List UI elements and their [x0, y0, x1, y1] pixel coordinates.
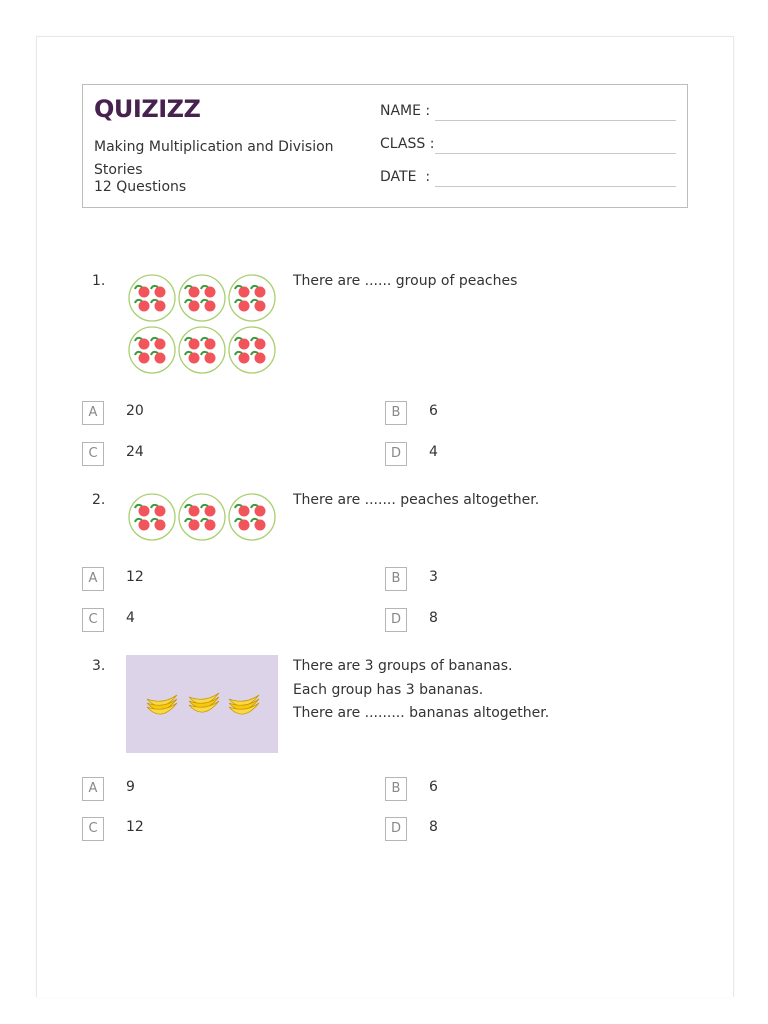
question-1-line: There are ...... group of peaches	[293, 273, 518, 289]
question-2-number: 2.	[92, 492, 106, 508]
option-value: 12	[126, 569, 144, 585]
peach	[239, 301, 250, 312]
question-2-line: There are ....... peaches altogether.	[293, 492, 540, 508]
peach	[155, 339, 166, 350]
peach	[155, 287, 166, 298]
option-value: 8	[429, 819, 438, 835]
peach	[255, 520, 266, 531]
option-letter: D	[385, 817, 407, 841]
option-letter: A	[82, 567, 104, 591]
quizizz-logo: QUIZIZZ	[94, 95, 201, 123]
option-value: 6	[429, 403, 438, 419]
peach-group	[129, 275, 275, 373]
question-1-number: 1.	[92, 273, 106, 289]
peach-group-circle	[229, 275, 275, 321]
question-3-line-3: There are ......... bananas altogether.	[293, 705, 550, 721]
question-1-text	[293, 270, 517, 294]
peach	[189, 506, 200, 517]
peach	[255, 506, 266, 517]
peach	[255, 301, 266, 312]
name-line[interactable]	[435, 120, 676, 121]
option-letter: C	[82, 608, 104, 632]
peach	[189, 339, 200, 350]
option-value: 12	[126, 819, 144, 835]
question-3-number: 3.	[92, 658, 106, 674]
worksheet-header	[82, 84, 688, 208]
date-field[interactable]	[380, 167, 676, 191]
option-letter: B	[385, 567, 407, 591]
peach	[205, 339, 216, 350]
peach	[139, 301, 150, 312]
peach	[205, 353, 216, 364]
peach	[205, 287, 216, 298]
peach	[155, 520, 166, 531]
peach-group-circle	[179, 275, 225, 321]
question-2-text	[293, 489, 539, 513]
peach	[255, 353, 266, 364]
name-field[interactable]	[380, 101, 676, 125]
class-label: CLASS :	[380, 136, 435, 152]
class-field[interactable]	[380, 134, 676, 158]
worksheet-title: Making Multiplication and Division Stories	[94, 139, 334, 178]
peach-group-circle	[229, 494, 275, 540]
option-letter: B	[385, 777, 407, 801]
question-3-text	[293, 655, 549, 726]
option-letter: D	[385, 442, 407, 466]
peach	[139, 520, 150, 531]
peach	[189, 353, 200, 364]
banana-groups-icon	[126, 655, 278, 753]
option-value: 24	[126, 444, 144, 460]
peach	[139, 353, 150, 364]
option-value: 8	[429, 610, 438, 626]
peach	[139, 506, 150, 517]
option-value: 20	[126, 403, 144, 419]
peach	[189, 287, 200, 298]
option-letter: C	[82, 817, 104, 841]
peach	[239, 506, 250, 517]
peach	[205, 301, 216, 312]
peach	[139, 287, 150, 298]
peach	[155, 506, 166, 517]
peach	[139, 339, 150, 350]
peach	[189, 301, 200, 312]
question-3-line-1: There are 3 groups of bananas.	[293, 658, 513, 674]
question-count: 12 Questions	[94, 179, 187, 195]
option-value: 4	[126, 610, 135, 626]
peach-group-circle	[129, 494, 175, 540]
date-line[interactable]	[435, 186, 676, 187]
option-letter: A	[82, 401, 104, 425]
option-value: 4	[429, 444, 438, 460]
option-letter: A	[82, 777, 104, 801]
peach-groups-icon	[126, 491, 278, 543]
peach	[239, 339, 250, 350]
peach-group-circle	[179, 494, 225, 540]
peach-group-circle	[179, 327, 225, 373]
name-label: NAME :	[380, 103, 431, 119]
banana-illustration	[126, 655, 278, 753]
peach	[189, 520, 200, 531]
peach	[205, 506, 216, 517]
question-3-line-2: Each group has 3 bananas.	[293, 681, 484, 698]
peach	[255, 287, 266, 298]
peach	[239, 287, 250, 298]
peach-group-circle	[229, 327, 275, 373]
peach	[205, 520, 216, 531]
option-value: 3	[429, 569, 438, 585]
peach-group-circle	[129, 327, 175, 373]
peach-groups-icon	[126, 272, 278, 376]
peach	[155, 353, 166, 364]
peach	[155, 301, 166, 312]
peach-group-circle	[129, 275, 175, 321]
option-value: 6	[429, 779, 438, 795]
option-letter: B	[385, 401, 407, 425]
class-line[interactable]	[435, 153, 676, 154]
date-label: DATE :	[380, 169, 431, 185]
peach	[255, 339, 266, 350]
worksheet-page	[36, 36, 734, 997]
option-letter: C	[82, 442, 104, 466]
peach	[239, 520, 250, 531]
peach	[239, 353, 250, 364]
option-letter: D	[385, 608, 407, 632]
option-value: 9	[126, 779, 135, 795]
